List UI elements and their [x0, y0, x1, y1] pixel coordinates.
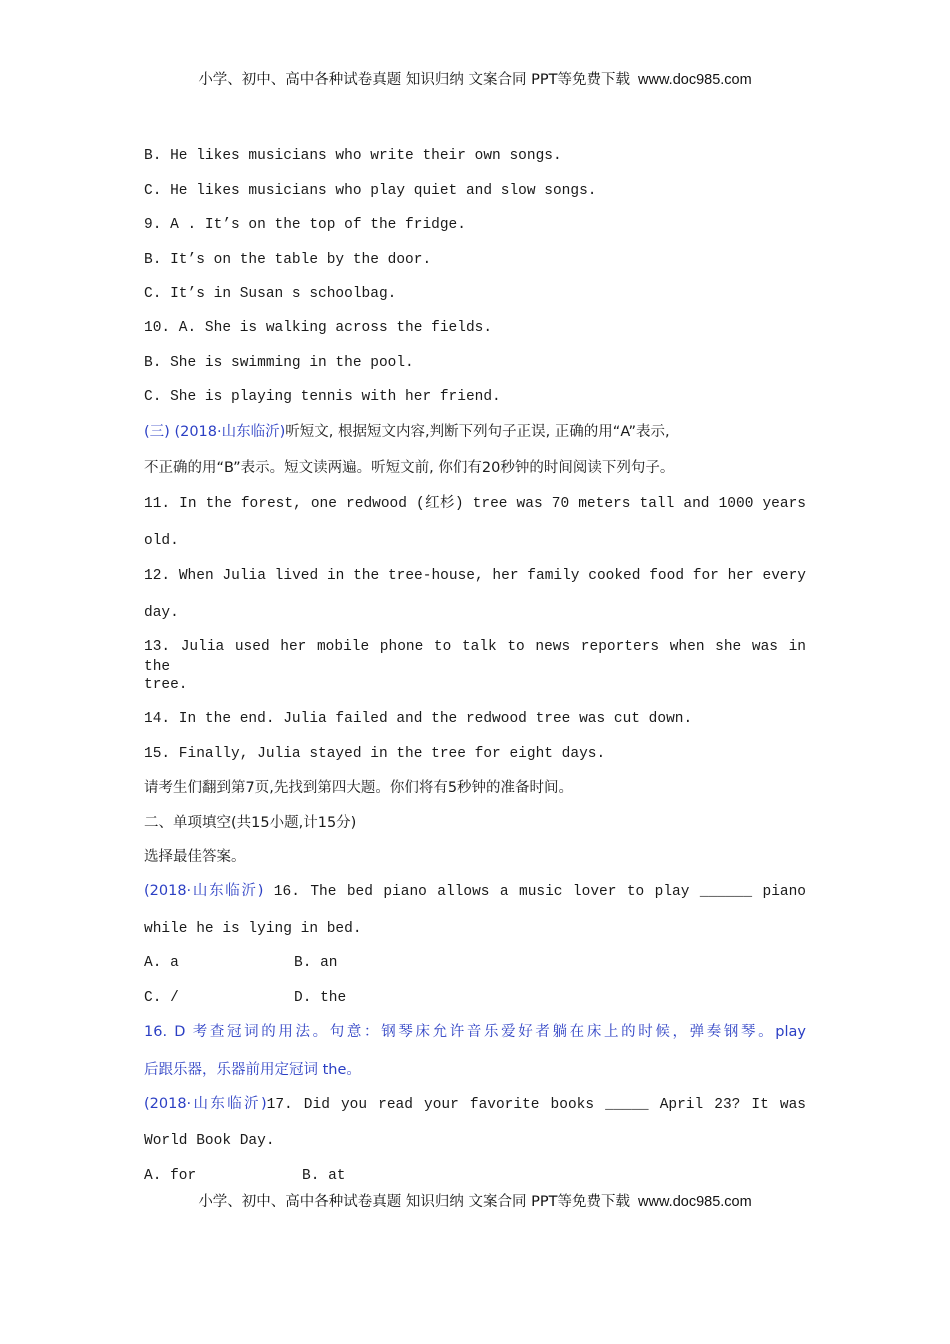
q16-stem-line1	[144, 881, 806, 902]
q17-option-b: B. at	[302, 1168, 346, 1184]
q12-line1: 12. When Julia lived in the tree-house, her family cooked food for her every	[144, 568, 806, 584]
q8-option-c: C. He likes musicians who play quiet and slow songs.	[144, 183, 597, 199]
q16-answer-line2: 后跟乐器，乐器前用定冠词 the。	[144, 1062, 361, 1078]
q16-option-b: B. an	[294, 955, 338, 971]
header-url[interactable]: www.doc985.com	[638, 72, 752, 88]
q17-stem-line1	[144, 1094, 806, 1115]
q11-line1: 11. In the forest, one redwood (红杉) tree was 70 meters tall and 1000 years	[144, 496, 806, 512]
q10-option-b: B. She is swimming in the pool.	[144, 355, 414, 371]
q9-option-b: B. It’s on the table by the door.	[144, 252, 432, 268]
q17-options-row1	[144, 1166, 806, 1186]
q16-option-a: A. a	[144, 955, 179, 971]
q17-source: (2018·山东临沂)	[144, 1096, 267, 1112]
page-footer	[0, 1190, 950, 1211]
footer-text: 小学、初中、高中各种试卷真题 知识归纳 文案合同 PPT等免费下载	[198, 1194, 630, 1210]
part2-title: 二、单项填空(共15小题,计15分)	[144, 815, 357, 831]
q16-stem-text: 16. The bed piano allows a music lover to play ______ piano	[263, 884, 807, 900]
q13-line2: tree.	[144, 677, 188, 693]
section3-source: (2018·山东临沂)	[174, 424, 286, 440]
q15: 15. Finally, Julia stayed in the tree for eight days.	[144, 746, 606, 762]
q16-stem-line2: while he is lying in bed.	[144, 921, 362, 937]
q12-line2: day.	[144, 605, 179, 621]
q17-stem-text: 17. Did you read your favorite books _____ April 23? It was	[266, 1097, 806, 1113]
section3-instruction	[144, 422, 806, 442]
q16-source: (2018·山东临沂)	[144, 883, 264, 899]
q10-option-c: C. She is playing tennis with her friend.	[144, 389, 501, 405]
page-header	[0, 68, 950, 89]
q16-answer-line1: 16. D 考查冠词的用法。句意：钢琴床允许音乐爱好者躺在床上的时候，弹奏钢琴。play	[144, 1024, 806, 1040]
q14: 14. In the end. Julia failed and the redwood tree was cut down.	[144, 711, 693, 727]
q8-option-b: B. He likes musicians who write their own songs.	[144, 148, 562, 164]
header-text: 小学、初中、高中各种试卷真题 知识归纳 文案合同 PPT等免费下载	[198, 72, 630, 88]
section3-instruction-line1: 听短文, 根据短文内容,判断下列句子正误, 正确的用“A”表示,	[285, 424, 670, 440]
q9-option-a: 9. A . It’s on the top of the fridge.	[144, 217, 466, 233]
turn-page-note: 请考生们翻到第7页,先找到第四大题。你们将有5秒钟的准备时间。	[144, 780, 574, 796]
q16-option-d: D. the	[294, 990, 347, 1006]
q13-line1: 13. Julia used her mobile phone to talk to news reporters when she was in the	[144, 639, 806, 675]
q9-option-c: C. It’s in Susan s schoolbag.	[144, 286, 397, 302]
q16-option-c: C. /	[144, 990, 179, 1006]
section3-prefix: (三)	[144, 424, 170, 440]
q17-stem-line2: World Book Day.	[144, 1133, 275, 1149]
section3-instruction-line2: 不正确的用“B”表示。短文读两遍。听短文前, 你们有20秒钟的时间阅读下列句子。	[144, 460, 675, 476]
q16-options-row1	[144, 953, 806, 973]
part2-subtitle: 选择最佳答案。	[144, 849, 246, 865]
q11-line2: old.	[144, 533, 179, 549]
q10-option-a: 10. A. She is walking across the fields.	[144, 320, 493, 336]
footer-url[interactable]: www.doc985.com	[638, 1194, 752, 1210]
q17-option-a: A. for	[144, 1168, 197, 1184]
q16-options-row2	[144, 988, 806, 1008]
